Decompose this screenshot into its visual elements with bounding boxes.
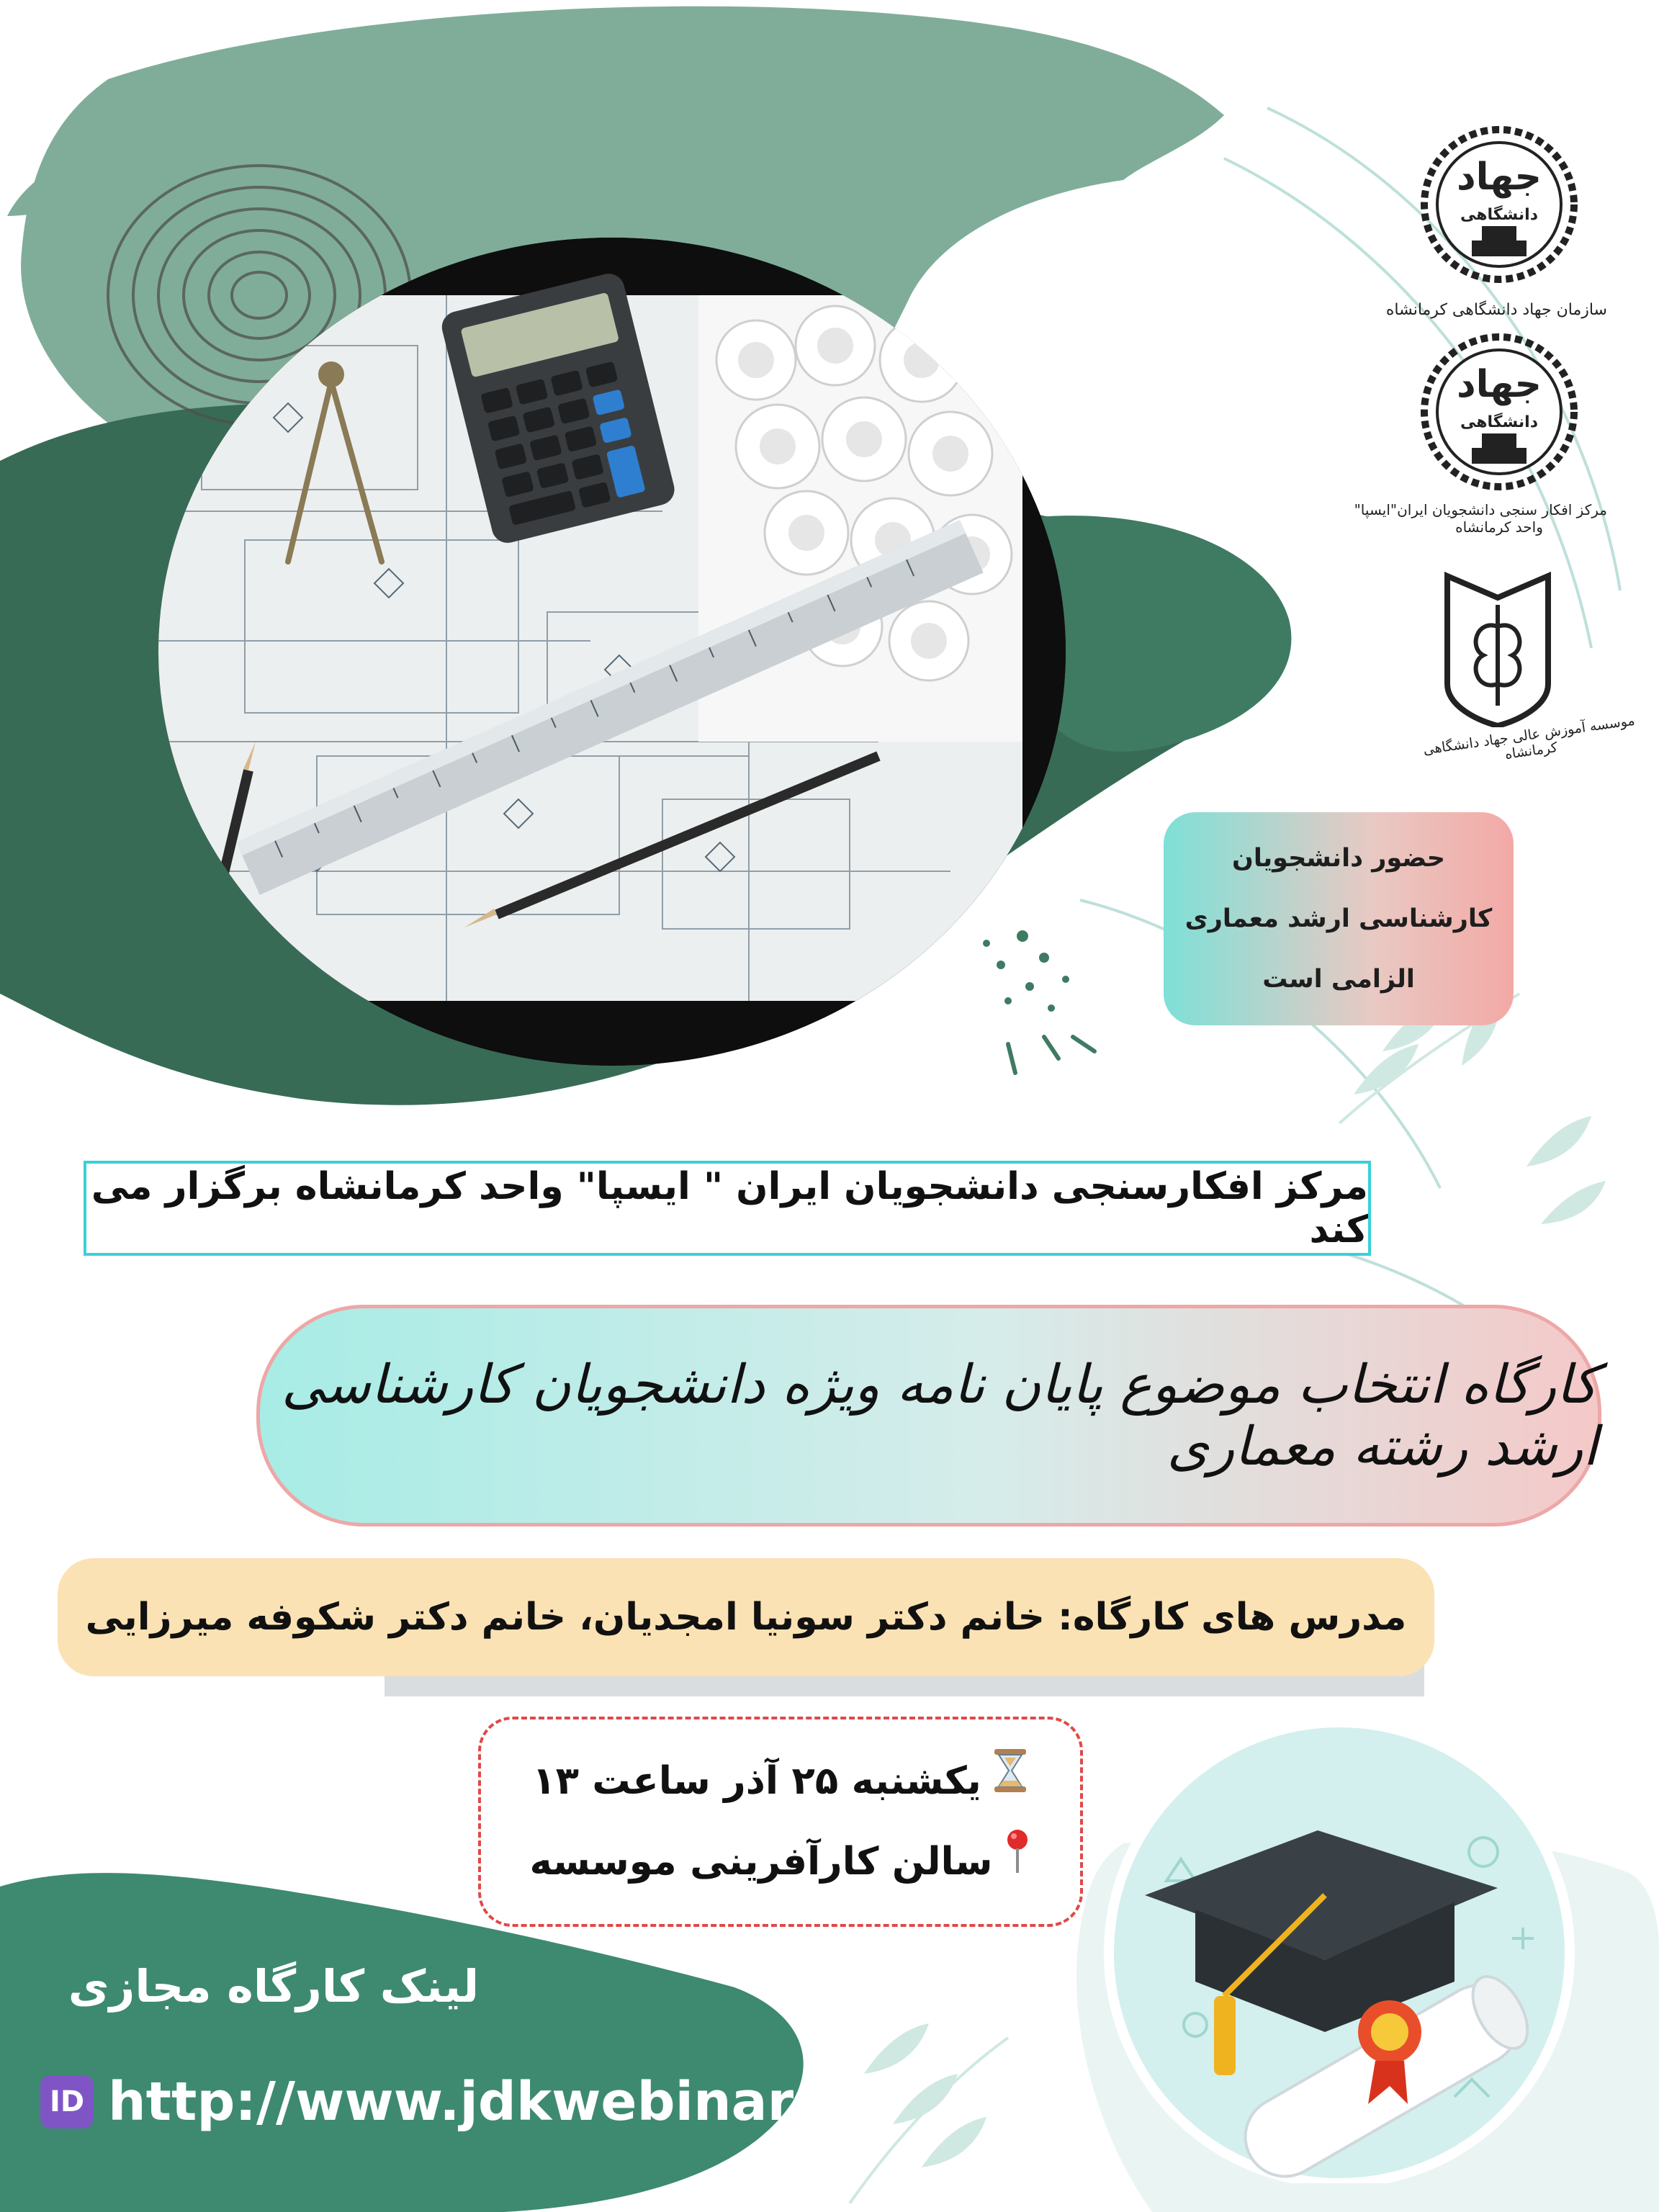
- organizer-banner: [84, 1161, 1371, 1256]
- event-date-text: یکشنبه ۲۵ آذر ساعت ۱۳: [532, 1759, 981, 1803]
- attendance-notice: [1164, 812, 1514, 1025]
- pin-icon: [1003, 1822, 1032, 1902]
- blueprint-illustration: [158, 238, 1066, 1066]
- logo-caption: سازمان جهاد دانشگاهی کرمانشاه: [1385, 301, 1607, 319]
- hourglass-icon: [992, 1741, 1029, 1822]
- notice-line-3: الزامی است: [1262, 965, 1415, 994]
- notice-line-2: کارشناسی ارشد معماری: [1184, 904, 1493, 933]
- seal-sub-text: دانشگاهی: [1460, 413, 1539, 431]
- url-row[interactable]: [40, 2071, 850, 2133]
- logo-ispa-center: [1354, 325, 1607, 536]
- event-date-row: [532, 1741, 1029, 1822]
- seal-sub-text: دانشگاهی: [1460, 206, 1539, 224]
- logo-higher-education-institute: [1426, 562, 1570, 730]
- organizer-text: مرکز افکارسنجی دانشجویان ایران " ایسپا" واحد کرمانشاه برگزار می کند: [91, 1165, 1368, 1251]
- teachers-banner: [58, 1558, 1434, 1676]
- teachers-text: مدرس های کارگاه: خانم دکتر سونیا امجدیان، خانم دکتر شکوفه میرزایی: [85, 1596, 1407, 1639]
- event-info-box: [478, 1717, 1083, 1927]
- seal-top-text: جهاد: [1456, 156, 1542, 199]
- architecture-photo: [158, 238, 1066, 1066]
- id-badge-icon: ID: [40, 2075, 94, 2128]
- institute-caption: موسسه آموزش عالی جهاد دانشگاهی کرمانشاه: [1422, 712, 1636, 763]
- jahad-daneshgahi-seal-icon: [1420, 325, 1578, 498]
- logo-caption-line2: واحد کرمانشاه: [1455, 518, 1543, 536]
- institute-book-emblem-icon: [1426, 562, 1570, 727]
- notice-line-1: حضور دانشجویان: [1231, 844, 1446, 873]
- event-place-text: سالن کارآفرینی موسسه: [529, 1840, 993, 1884]
- event-place-row: [530, 1822, 1032, 1902]
- virtual-workshop-link-title: لینک کارگاه مجازی: [68, 1960, 480, 2013]
- workshop-title: کارگاه انتخاب موضوع پایان نامه ویژه دانشجویان کارشناسی ارشد رشته معماری: [282, 1354, 1598, 1478]
- workshop-title-banner: [256, 1305, 1601, 1527]
- logo-caption-line1: مرکز افکار سنجی دانشجویان ایران"ایسپا": [1354, 501, 1607, 518]
- seal-top-text: جهاد: [1456, 363, 1542, 406]
- logo-jahad-organization: [1385, 118, 1607, 319]
- webinar-url-link[interactable]: http://www.jdkwebinar.ir: [108, 2071, 851, 2133]
- graduation-graphic: [1080, 1722, 1599, 2183]
